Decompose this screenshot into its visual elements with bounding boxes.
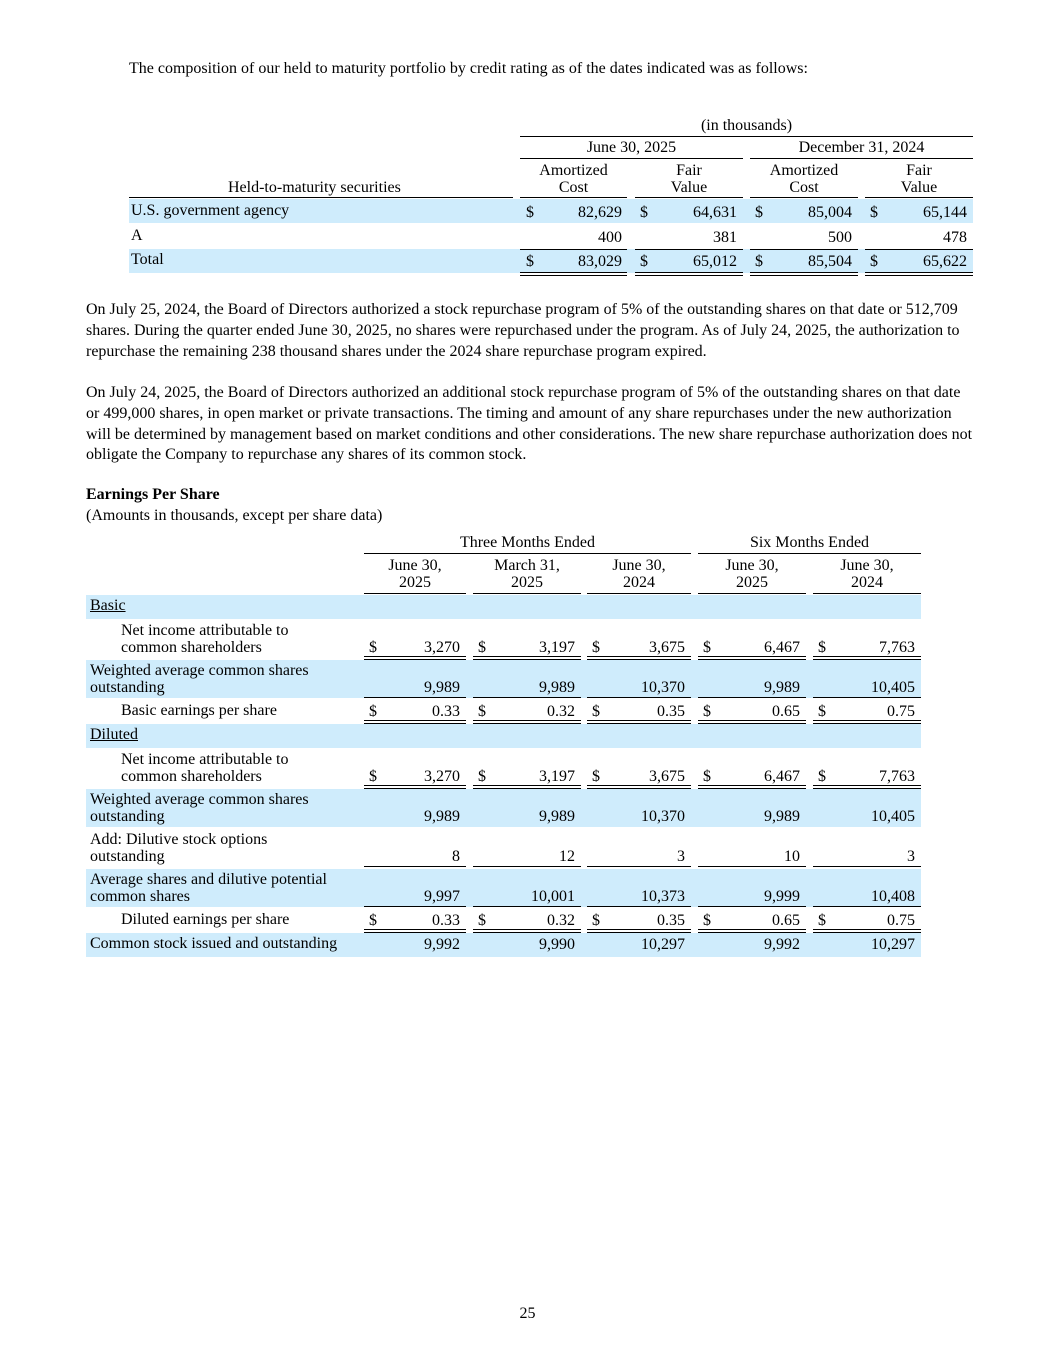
- cell-value: 10,405: [871, 679, 915, 696]
- htm-units: (in thousands): [700, 117, 793, 134]
- rule-line: [587, 929, 691, 933]
- rule-line: [587, 697, 691, 698]
- rule-line: [473, 656, 581, 660]
- currency-sign: $: [592, 912, 600, 929]
- cell-value: 400: [598, 229, 622, 246]
- eps-col-header: June 30, 2024: [840, 557, 894, 591]
- currency-sign: $: [818, 639, 826, 656]
- currency-sign: $: [592, 768, 600, 785]
- cell-value: 381: [713, 229, 737, 246]
- row-label: Common stock issued and outstanding: [90, 935, 338, 952]
- row-label: Weighted average common shares outstanding: [90, 791, 309, 825]
- cell-value: 0.33: [432, 912, 460, 929]
- cell-value: 0.32: [547, 912, 575, 929]
- eps-group-six-months: Six Months Ended: [749, 534, 870, 551]
- cell-value: 9,989: [424, 808, 460, 825]
- cell-value: 3,675: [649, 639, 685, 656]
- repurchase-paragraph-2: On July 24, 2025, the Board of Directors authorized an additional stock repurchase program of 5% of the outstanding shares on that date or 499,000 shares, in open market or private transactions. The timing and amount of any share repurchases under the new authorization will be determined by management based on market conditions and other considerations. The new share repurchase authorization does not obligate the Company to repurchase any shares of its common stock.: [86, 384, 973, 464]
- rule-line: [698, 785, 806, 789]
- rule-line: [364, 929, 466, 933]
- currency-sign: $: [870, 253, 878, 270]
- cell-value: 10,373: [641, 888, 685, 905]
- currency-sign: $: [870, 204, 878, 221]
- cell-value: 3,675: [649, 768, 685, 785]
- rule-line: [813, 866, 921, 867]
- cell-value: 10,370: [641, 679, 685, 696]
- cell-value: 0.65: [772, 912, 800, 929]
- cell-value: 10,001: [531, 888, 575, 905]
- cell-value: 0.35: [657, 703, 685, 720]
- cell-value: 500: [828, 229, 852, 246]
- cell-value: 478: [943, 229, 967, 246]
- eps-col-header: March 31, 2025: [494, 557, 560, 591]
- rule-line: [364, 785, 466, 789]
- row-label: Basic earnings per share: [121, 702, 277, 719]
- cell-value: 9,992: [764, 936, 800, 953]
- currency-sign: $: [478, 703, 486, 720]
- currency-sign: $: [478, 768, 486, 785]
- currency-sign: $: [818, 912, 826, 929]
- htm-col-fair-1: Fair Value: [670, 162, 708, 196]
- cell-value: 64,631: [693, 204, 737, 221]
- cell-value: 3: [677, 848, 685, 865]
- rule-line: [698, 697, 806, 698]
- currency-sign: $: [703, 703, 711, 720]
- rule-line: [813, 720, 921, 724]
- rule-line: [587, 866, 691, 867]
- cell-value: 3: [907, 848, 915, 865]
- rule-line: [364, 866, 466, 867]
- currency-sign: $: [369, 912, 377, 929]
- eps-col-header: June 30, 2025: [388, 557, 442, 591]
- rule-line: [473, 697, 581, 698]
- page-number: 25: [519, 1305, 536, 1322]
- repurchase-paragraph-1: On July 25, 2024, the Board of Directors authorized a stock repurchase program of 5% of the outstanding shares on that date or 512,709 shares. During the quarter ended June 30, 2025, no shares were repurchased under the program. As of July 24, 2025, the authorization to repurchase the remaining 238 thousand shares under the 2024 share repurchase program expired.: [86, 301, 960, 360]
- cell-value: 10,297: [871, 936, 915, 953]
- rule-line: [587, 720, 691, 724]
- rule-line: [587, 906, 691, 907]
- currency-sign: $: [478, 912, 486, 929]
- currency-sign: $: [526, 204, 534, 221]
- rule-line: [473, 929, 581, 933]
- currency-sign: $: [592, 639, 600, 656]
- htm-period-1: June 30, 2025: [586, 139, 677, 156]
- cell-value: 3,197: [539, 639, 575, 656]
- htm-row-label: A: [131, 227, 143, 244]
- cell-value: 10,405: [871, 808, 915, 825]
- section-basic: Basic: [90, 597, 126, 614]
- row-label: Weighted average common shares outstanding: [90, 662, 309, 696]
- eps-col-header: June 30, 2024: [612, 557, 666, 591]
- htm-row-label: U.S. government agency: [131, 202, 290, 219]
- rule-line: [813, 929, 921, 933]
- rule-line: [473, 720, 581, 724]
- htm-col-amortized-2: Amortized Cost: [769, 162, 839, 196]
- currency-sign: $: [755, 204, 763, 221]
- cell-value: 9,997: [424, 888, 460, 905]
- currency-sign: $: [369, 768, 377, 785]
- cell-value: 9,989: [764, 808, 800, 825]
- cell-value: 9,990: [539, 936, 575, 953]
- section-diluted: Diluted: [90, 726, 138, 743]
- rule-line: [813, 785, 921, 789]
- cell-value: 7,763: [879, 768, 915, 785]
- rule-line: [698, 929, 806, 933]
- cell-value: 6,467: [764, 768, 800, 785]
- cell-value: 82,629: [578, 204, 622, 221]
- cell-value: 0.33: [432, 703, 460, 720]
- htm-col-fair-2: Fair Value: [900, 162, 938, 196]
- rule-line: [364, 906, 466, 907]
- cell-value: 8: [452, 848, 460, 865]
- currency-sign: $: [703, 639, 711, 656]
- rule-line: [364, 656, 466, 660]
- table-row: [86, 595, 921, 619]
- currency-sign: $: [818, 768, 826, 785]
- cell-value: 3,197: [539, 768, 575, 785]
- rule-line: [587, 656, 691, 660]
- cell-value: 9,999: [764, 888, 800, 905]
- cell-value: 85,504: [808, 253, 852, 270]
- currency-sign: $: [703, 768, 711, 785]
- rule-line: [473, 906, 581, 907]
- cell-value: 0.75: [887, 703, 915, 720]
- cell-value: 9,989: [764, 679, 800, 696]
- currency-sign: $: [478, 639, 486, 656]
- eps-group-three-months: Three Months Ended: [459, 534, 596, 551]
- cell-value: 0.65: [772, 703, 800, 720]
- cell-value: 65,622: [923, 253, 967, 270]
- intro-text: The composition of our held to maturity portfolio by credit rating as of the dates indicated was as follows:: [129, 60, 808, 77]
- cell-value: 10: [784, 848, 800, 865]
- row-label: Net income attributable to common shareholders: [121, 751, 289, 785]
- currency-sign: $: [818, 703, 826, 720]
- cell-value: 65,012: [693, 253, 737, 270]
- cell-value: 83,029: [578, 253, 622, 270]
- htm-col-amortized-1: Amortized Cost: [539, 162, 608, 196]
- eps-col-header: June 30, 2025: [725, 557, 779, 591]
- eps-subheading: (Amounts in thousands, except per share data): [86, 507, 383, 524]
- rule-line: [473, 866, 581, 867]
- row-label: Add: Dilutive stock options outstanding: [90, 831, 268, 865]
- cell-value: 0.32: [547, 703, 575, 720]
- row-label: Net income attributable to common shareholders: [121, 622, 289, 656]
- cell-value: 0.75: [887, 912, 915, 929]
- currency-sign: $: [592, 703, 600, 720]
- cell-value: 10,297: [641, 936, 685, 953]
- rule-line: [813, 697, 921, 698]
- currency-sign: $: [755, 253, 763, 270]
- rule-line: [364, 697, 466, 698]
- rule-line: [698, 720, 806, 724]
- htm-period-2: December 31, 2024: [798, 139, 925, 156]
- htm-row-label: Total: [131, 251, 164, 268]
- rule-line: [813, 656, 921, 660]
- cell-value: 9,989: [424, 679, 460, 696]
- rule-line: [587, 785, 691, 789]
- row-label: Diluted earnings per share: [121, 911, 290, 928]
- htm-row-header: Held-to-maturity securities: [228, 179, 401, 196]
- rule-line: [473, 785, 581, 789]
- rule-line: [698, 656, 806, 660]
- currency-sign: $: [369, 639, 377, 656]
- table-row: [86, 724, 921, 748]
- cell-value: 65,144: [923, 204, 967, 221]
- cell-value: 10,370: [641, 808, 685, 825]
- cell-value: 3,270: [424, 639, 460, 656]
- row-label: Average shares and dilutive potential common shares: [90, 871, 327, 905]
- currency-sign: $: [369, 703, 377, 720]
- rule-line: [813, 906, 921, 907]
- cell-value: 7,763: [879, 639, 915, 656]
- cell-value: 85,004: [808, 204, 852, 221]
- cell-value: 6,467: [764, 639, 800, 656]
- rule-line: [698, 866, 806, 867]
- rule-line: [698, 906, 806, 907]
- currency-sign: $: [640, 253, 648, 270]
- rule-line: [364, 720, 466, 724]
- currency-sign: $: [640, 204, 648, 221]
- currency-sign: $: [526, 253, 534, 270]
- cell-value: 0.35: [657, 912, 685, 929]
- cell-value: 9,989: [539, 808, 575, 825]
- cell-value: 9,992: [424, 936, 460, 953]
- cell-value: 10,408: [871, 888, 915, 905]
- eps-heading: Earnings Per Share: [86, 486, 220, 503]
- cell-value: 3,270: [424, 768, 460, 785]
- currency-sign: $: [703, 912, 711, 929]
- cell-value: 9,989: [539, 679, 575, 696]
- cell-value: 12: [559, 848, 575, 865]
